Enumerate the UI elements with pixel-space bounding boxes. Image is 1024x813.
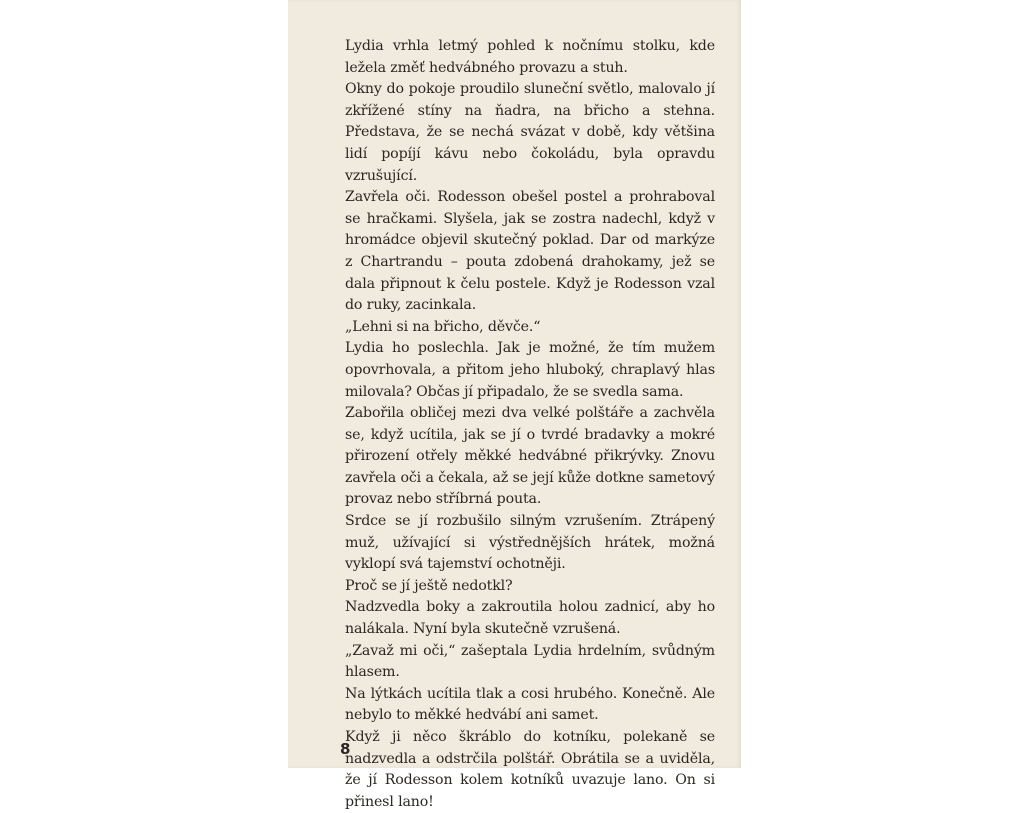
- paragraph: Okny do pokoje proudilo sluneční světlo, malovalo jí zkřížené stíny na ňadra, na břicho a stehna. Představa, že se nechá svázat v době, kdy většina lidí popíjí kávu nebo čokoládu, byla opravdu vzrušující.: [345, 81, 715, 184]
- page-number: 8: [340, 740, 351, 758]
- paragraph: Na lýtkách ucítila tlak a cosi hrubého. Konečně. Ale nebylo to měkké hedvábí ani samet.: [345, 685, 715, 724]
- paragraph: Nadzvedla boky a zakroutila holou zadnicí, aby ho nalákala. Nyní byla skutečně vzrušená.: [345, 599, 715, 638]
- body-text: [345, 36, 715, 813]
- paragraph: „Lehni si na břicho, děvče.“: [345, 318, 541, 335]
- paragraph: Lydia vrhla letmý pohled k nočnímu stolku, kde ležela změť hedvábného provazu a stuh.: [345, 38, 715, 76]
- paragraph: „Zavaž mi oči,“ zašeptala Lydia hrdelním, svůdným hlasem.: [345, 642, 715, 681]
- paragraph: Lydia ho poslechla. Jak je možné, že tím mužem opovrhovala, a přitom jeho hluboký, chraplavý hlas milovala? Občas jí připadalo, že se svedla sama.: [345, 340, 715, 400]
- book-page: [288, 0, 741, 810]
- paragraph: Zavřela oči. Rodesson obešel postel a prohraboval se hračkami. Slyšela, jak se zostra nadechl, když v hromádce objevil skutečný poklad. Dar od markýze z Chartrandu – pouta zdobená drahokamy, jež se dala připnout k čelu postele. Když je Rodesson vzal do ruky, zacinkala.: [345, 189, 715, 314]
- paragraph: Proč se jí ještě nedotkl?: [345, 577, 513, 594]
- paragraph: Srdce se jí rozbušilo silným vzrušením. Ztrápený muž, užívající si výstřednějších hrátek, možná vyklopí svá tajemství ochotněji.: [345, 513, 715, 573]
- paragraph: Když ji něco škráblo do kotníku, polekaně se nadzvedla a odstrčila polštář. Obrátila se a uviděla, že jí Rodesson kolem kotníků uvazuje lano. On si přinesl lano!: [345, 729, 715, 810]
- paragraph: Zabořila obličej mezi dva velké polštáře a zachvěla se, když ucítila, jak se jí o tvrdé bradavky a mokré přirození otřely měkké hedvábné přikrývky. Znovu zavřela oči a čekala, až se její kůže dotkne sametový provaz nebo stříbrná pouta.: [345, 405, 715, 508]
